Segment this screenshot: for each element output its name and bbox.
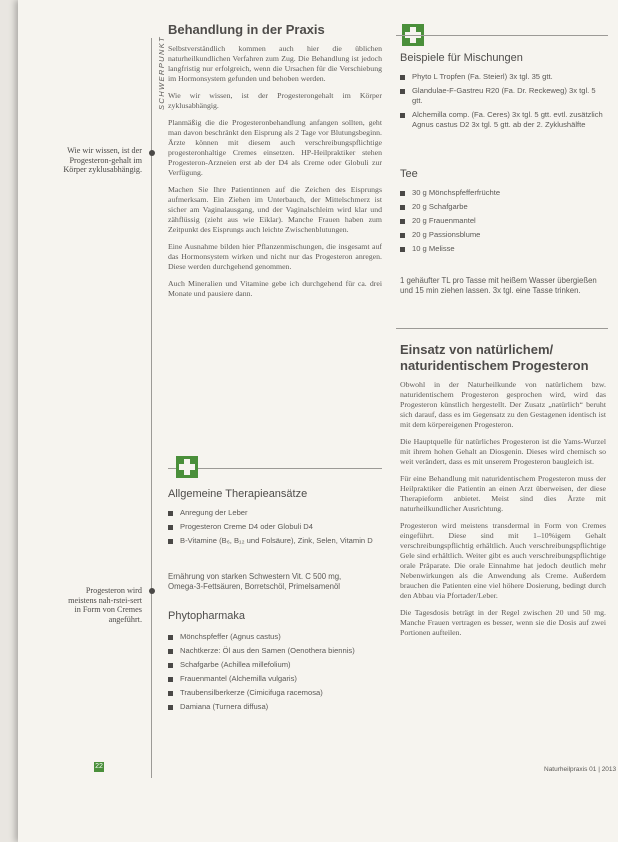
magazine-page	[18, 0, 618, 842]
therapy-extra-1: Ernährung von starken Schwestern Vit. C 500 mg,	[168, 572, 342, 581]
mix-item: Glandulae-F-Gastreu R20 (Fa. Dr. Reckeweg) 3x tgl. 5 gtt.	[400, 86, 606, 106]
right-section-title-line-1: Einsatz von natürlichem/	[400, 342, 554, 357]
mix-item: Alchemilla comp. (Fa. Ceres) 3x tgl. 5 gtt. evtl. zusätzlich Agnus castus D2 3x tgl. 5 gtt. ab der 2. Zyklushälfte	[400, 110, 606, 130]
column-divider	[151, 38, 152, 778]
therapy-title: Allgemeine Therapieansätze	[168, 488, 308, 500]
right-section-title-line-2: naturidentischem Progesteron	[400, 358, 589, 373]
medical-cross-icon	[176, 456, 198, 478]
mix-title: Beispiele für Mischungen	[400, 52, 523, 64]
right-paragraph-3: Für eine Behandlung mit naturidentischem Progesteron muss der Heilpraktiker die Patientin an einen Arzt überweisen, der diese Therapieform anbietet. Meist sind dies Ärzte mit naturheilkundlicher Ausrichtung.	[400, 474, 606, 513]
tea-item: 30 g Mönchspfefferfrüchte	[400, 188, 606, 198]
therapy-item: Anregung der Leber	[168, 508, 382, 518]
right-paragraph-2: Die Hauptquelle für natürliches Progesteron ist die Yams-Wurzel mit ihrem hohen Gehalt an Diosgenin. Dieses wird chemisch so weit verändert, dass es mit unserem Progesteron baugleich ist.	[400, 437, 606, 466]
therapy-item: Progesteron Creme D4 oder Globuli D4	[168, 522, 382, 532]
tea-note: 1 gehäufter TL pro Tasse mit heißem Wasser übergießen und 15 min ziehen lassen. 3x tgl. eine Tasse trinken.	[400, 276, 597, 295]
mix-item: Phyto L Tropfen (Fa. Steierl) 3x tgl. 35 gtt.	[400, 72, 606, 82]
mix-list	[400, 72, 606, 134]
phyto-item: Traubensilberkerze (Cimicifuga racemosa)	[168, 688, 382, 698]
right-body	[400, 380, 606, 645]
therapy-extra-2: Omega-3-Fettsäuren, Borretschöl, Primelsamenöl	[168, 582, 341, 591]
left-paragraph-6: Auch Mineralien und Vitamine gebe ich durchgehend für ca. drei Monate und pausiere dann.	[168, 279, 382, 298]
right-section-title	[400, 342, 589, 374]
margin-note-1-marker	[149, 150, 155, 156]
tea-list	[400, 188, 606, 258]
left-body	[168, 44, 382, 306]
left-paragraph-5: Eine Ausnahme bilden hier Pflanzenmischungen, die insgesamt auf das Hormonsystem wirken und nicht nur das Progesteron anregen. Diese werden durchgehend genommen.	[168, 242, 382, 271]
section-divider-line	[396, 328, 608, 329]
margin-note-1: Wie wir wissen, ist der Progesteron-gehalt im Körper zyklusabhängig.	[63, 146, 142, 175]
tea-item: 10 g Melisse	[400, 244, 606, 254]
margin-note-2-marker	[149, 588, 155, 594]
therapy-list	[168, 508, 382, 550]
therapy-extra	[168, 572, 382, 592]
margin-note-2: Progesteron wird meistens nah-rstei-sert in Form von Cremes angeführt.	[68, 586, 142, 624]
tea-item: 20 g Passionsblume	[400, 230, 606, 240]
tea-item: 20 g Frauenmantel	[400, 216, 606, 226]
right-paragraph-5: Die Tagesdosis beträgt in der Regel zwischen 20 und 50 mg. Manche Frauen vertragen es besser, wenn sie die Dosis auf zwei Portionen aufteilen.	[400, 608, 606, 637]
phyto-title: Phytopharmaka	[168, 610, 246, 622]
phyto-item: Nachtkerze: Öl aus den Samen (Oenothera biennis)	[168, 646, 382, 656]
left-paragraph-2: Wie wir wissen, ist der Progesterongehalt im Körper zyklusabhängig.	[168, 91, 382, 110]
phyto-item: Mönchspfeffer (Agnus castus)	[168, 632, 382, 642]
left-title: Behandlung in der Praxis	[168, 22, 325, 37]
page-number: 22	[95, 763, 103, 770]
therapy-item: B-Vitamine (B₆, B₁₂ und Folsäure), Zink, Selen, Vitamin D	[168, 536, 382, 546]
page-footer: Naturheilpraxis 01 | 2013	[544, 766, 617, 773]
left-paragraph-1: Selbstverständlich kommen auch hier die üblichen naturheilkundlichen Verfahren zum Zug. Die Behandlung ist jedoch langfristig nur erfolgreich, wenn die Ursachen für die Verschiebung im Hormonsystem gefunden und behoben werden.	[168, 44, 382, 83]
section-label: SCHWERPUNKT	[157, 35, 166, 110]
phyto-item: Schafgarbe (Achillea millefolium)	[168, 660, 382, 670]
left-paragraph-3: Planmäßig die die Progesteronbehandlung anfangen sollten, geht man davon beschränkt den Eisprung als 2 Tage vor Blutungsbeginn. Ärzte können mit diesem auch verschreibungspflichtige progesteronhaltige Cremes einsetzen. HP-Heilpraktiker stehen Progesteron-Arzneien erst ab der D4 als Creme oder Globuli zur Verfügung.	[168, 118, 382, 177]
divider-line	[168, 468, 382, 469]
left-paragraph-4: Machen Sie Ihre Patientinnen auf die Zeichen des Eisprungs aufmerksam. Ein Ziehen im Unterbauch, der Mittelschmerz ist sicher am Vaginalausgang, und der Vaginalschleim wird klar und zähflüssig (zieht aus wie Eiklar). Manche Frauen haben zum Zeitpunkt des Eisprungs auch leichte Zwischenblutungen.	[168, 185, 382, 234]
phyto-item: Damiana (Turnera diffusa)	[168, 702, 382, 712]
phyto-item: Frauenmantel (Alchemilla vulgaris)	[168, 674, 382, 684]
phyto-list	[168, 632, 382, 716]
right-paragraph-4: Progesteron wird meistens transdermal in Form von Cremes eingeführt. Diese sind mit 1–10%igem Gehalt verschreibungspflichtig erhältlich. Auch verschreibungspflichtige Gele sind erhältlich. Weiter gibt es auch verschreibungspflichtige orale Präparate. Die orale Einnahme hat jedoch deutlich mehr Nebenwirkungen als die Anwendung als Creme. Außerdem brauchen die Patienten eine viel höhere Dosierung, bedingt durch den Abbau via Pfortader/Leber.	[400, 521, 606, 600]
right-paragraph-1: Obwohl in der Naturheilkunde von natürlichem bzw. naturidentischem Progesteron gesprochen wird, wird das Progesteron künstlich hergestellt. Der Zusatz „natürlich“ beruht sich darauf, dass es im Gegensatz zu den Gestagenen identisch ist mit dem körpereigenen Progesteron.	[400, 380, 606, 429]
top-divider-line	[396, 35, 608, 36]
tea-item: 20 g Schafgarbe	[400, 202, 606, 212]
tea-title: Tee	[400, 168, 418, 180]
